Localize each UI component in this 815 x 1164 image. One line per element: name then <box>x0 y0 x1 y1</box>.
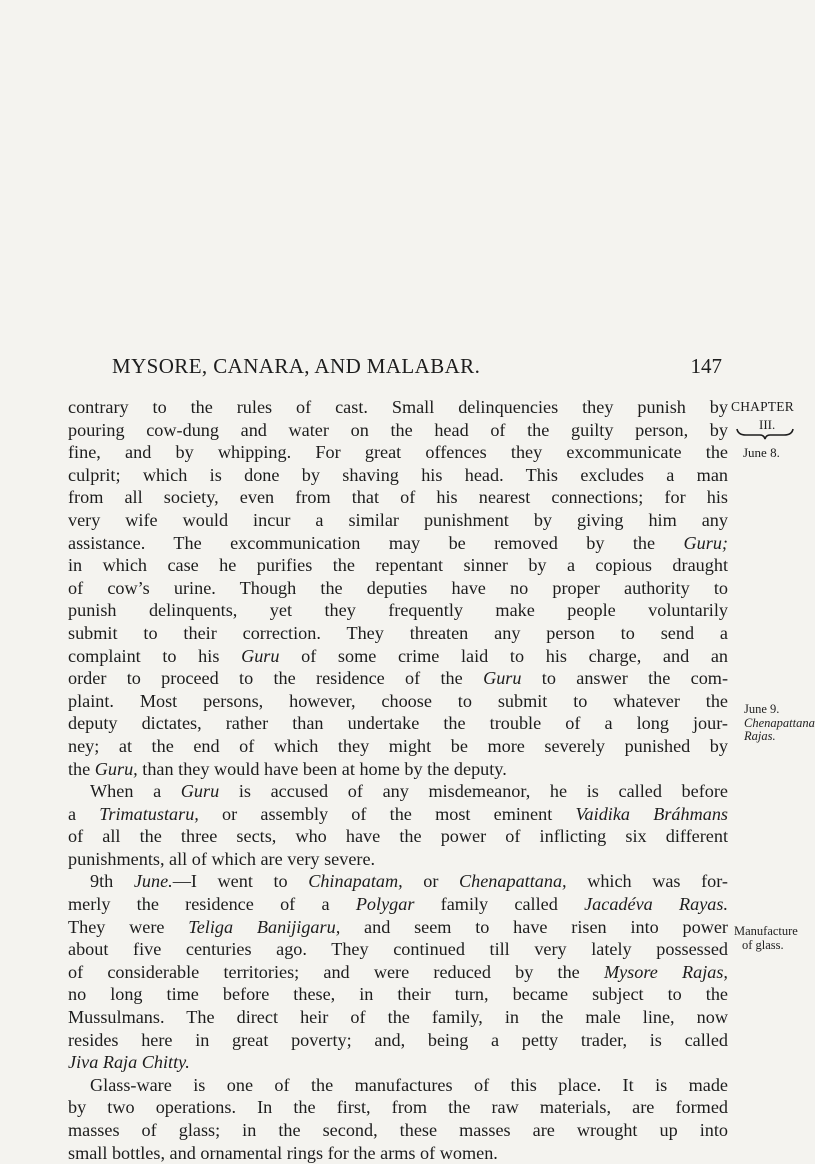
text-span: When a <box>90 781 181 802</box>
margin-chapter-number: III. <box>759 417 776 432</box>
page-number: 147 <box>690 354 722 378</box>
italic-text: Guru; <box>683 532 728 553</box>
italic-text: Guru, <box>94 758 138 779</box>
text-line <box>68 690 728 713</box>
text-line <box>68 441 728 464</box>
text-line <box>68 712 728 735</box>
text-span: Mussulmans. The direct heir of the family, in the male line, now <box>68 1007 728 1028</box>
text-span: to answer the com- <box>521 668 728 689</box>
italic-text: Guru <box>241 645 280 666</box>
text-span: They were <box>68 916 189 937</box>
italic-text: Polygar <box>355 894 415 915</box>
text-line <box>68 1119 728 1142</box>
italic-text: Trimatustaru, <box>99 803 199 824</box>
text-line <box>68 1096 728 1119</box>
margin-note-line: of glass. <box>742 937 784 952</box>
text-span: ney; at the end of which they might be more severely punished by <box>68 735 728 756</box>
text-line <box>68 509 728 532</box>
body-text <box>68 396 728 1164</box>
italic-text: June. <box>133 871 173 892</box>
text-span: fine, and by whipping. For great offences they excommunicate the <box>68 442 728 463</box>
text-line <box>68 735 728 758</box>
text-span: resides here in great poverty; and, being a petty trader, is called <box>68 1029 728 1050</box>
text-line <box>68 825 728 848</box>
italic-text: Jacadéva Rayas. <box>584 894 728 915</box>
text-span: submit to their correction. They threaten any person to send a <box>68 622 728 643</box>
page-header <box>112 354 722 384</box>
text-span: no long time before these, in their turn, became subject to the <box>68 984 728 1005</box>
text-span: of cow’s urine. Though the deputies have no proper authority to <box>68 577 728 598</box>
text-line <box>68 554 728 577</box>
text-span: by two operations. In the first, from the raw materials, are formed <box>68 1097 728 1118</box>
margin-note-line: Manufacture <box>734 924 798 938</box>
text-line <box>68 645 728 668</box>
text-span: or <box>402 871 459 892</box>
text-span: plaint. Most persons, however, choose to submit to whatever the <box>68 690 728 711</box>
brace-ornament-icon <box>736 428 794 440</box>
text-span: —I went to <box>172 871 309 892</box>
text-span: is accused of any misdemeanor, he is called before <box>219 781 728 802</box>
text-span: culprit; which is done by shaving his head. This excludes a man <box>68 464 728 485</box>
text-span: very wife would incur a similar punishment by giving him any <box>68 509 728 530</box>
italic-text: Chenapattana, <box>459 871 567 892</box>
text-line <box>68 758 728 781</box>
text-span: than they would have been at home by the deputy. <box>137 758 507 779</box>
text-span: contrary to the rules of cast. Small delinquencies they punish by <box>68 397 728 417</box>
text-span: deputy dictates, rather than undertake the trouble of a long jour- <box>68 713 728 734</box>
text-span: merly the residence of a <box>68 894 356 915</box>
text-span: punishments, all of which are very severe. <box>68 848 376 869</box>
text-line <box>68 870 728 893</box>
text-span: or assembly of the most eminent <box>198 803 576 824</box>
text-span: punish delinquents, yet they frequently make people voluntarily <box>68 600 728 621</box>
margin-note-line: Rajas. <box>744 729 776 743</box>
text-line <box>68 599 728 622</box>
text-span: of all the three sects, who have the power of inflicting six different <box>68 826 728 847</box>
text-line <box>68 464 728 487</box>
italic-text: Mysore Rajas, <box>603 961 728 982</box>
margin-note-glass <box>734 925 800 952</box>
italic-text: Teliga Banijigaru, <box>188 916 341 937</box>
margin-note-line: Chenapattana <box>744 715 815 730</box>
italic-text: Guru <box>180 781 220 802</box>
text-line <box>68 419 728 442</box>
text-span: in which case he purifies the repentant sinner by a copious draught <box>68 555 728 576</box>
text-span: of considerable territories; and were reduced by the <box>68 961 604 982</box>
margin-note-june9 <box>744 702 815 744</box>
text-span: masses of glass; in the second, these masses are wrought up into <box>68 1120 728 1140</box>
text-span: complaint to his <box>68 645 242 666</box>
italic-text: Chinapatam, <box>308 871 403 892</box>
text-span: pouring cow-dung and water on the head of the guilty person, by <box>68 419 728 440</box>
italic-text: Jiva Raja Chitty. <box>68 1052 190 1073</box>
text-line <box>68 1142 728 1164</box>
margin-date-note: June 8. <box>743 445 780 460</box>
text-span: 9th <box>90 871 134 892</box>
text-line <box>68 780 728 803</box>
running-head: MYSORE, CANARA, AND MALABAR. <box>112 354 481 378</box>
margin-chapter-label: CHAPTER <box>731 399 794 414</box>
text-span: assistance. The excommunication may be removed by the <box>68 532 684 553</box>
text-line <box>68 916 728 939</box>
text-span: Glass-ware is one of the manufactures of this place. It is made <box>90 1074 728 1095</box>
text-line <box>68 848 728 871</box>
text-span: small bottles, and ornamental rings for the arms of women. <box>68 1142 498 1163</box>
text-line <box>68 803 728 826</box>
margin-note-line: June 9. <box>744 702 780 716</box>
text-line <box>68 938 728 961</box>
text-span: family called <box>414 894 585 915</box>
italic-text: Guru <box>483 668 522 689</box>
text-line <box>68 622 728 645</box>
text-line <box>68 577 728 600</box>
text-span: the <box>68 758 95 779</box>
text-line <box>68 1074 728 1097</box>
text-span: of some crime laid to his charge, and an <box>279 645 728 666</box>
text-line <box>68 983 728 1006</box>
text-span: order to proceed to the residence of the <box>68 668 484 689</box>
text-line <box>68 486 728 509</box>
text-line <box>68 1051 728 1074</box>
text-line <box>68 1006 728 1029</box>
text-span: a <box>68 803 100 824</box>
text-line <box>68 1029 728 1052</box>
text-line <box>68 961 728 984</box>
text-line <box>68 893 728 916</box>
text-span: about five centuries ago. They continued till very lately possessed <box>68 939 728 960</box>
text-line <box>68 396 728 419</box>
text-line <box>68 667 728 690</box>
italic-text: Vaidika Bráhmans <box>575 803 729 824</box>
text-span: which was for- <box>566 871 728 892</box>
text-span: and seem to have risen into power <box>340 916 728 937</box>
text-span: from all society, even from that of his nearest connections; for his <box>68 487 728 508</box>
text-line <box>68 532 728 555</box>
